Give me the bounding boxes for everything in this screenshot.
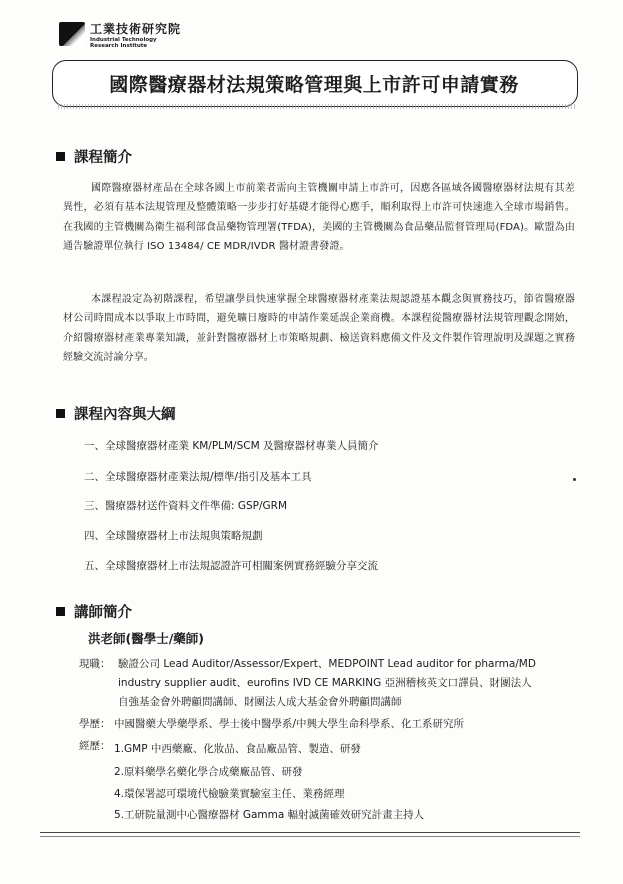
intro-heading <box>56 146 132 167</box>
experience-item-2: 2.原料藥學名藥化學合成藥廠品管、研發 <box>114 766 303 778</box>
outline-item-1: 一、全球醫療器材產業 KM/PLM/SCM 及醫療器材專業人員簡介 <box>84 440 379 452</box>
education-row <box>79 715 464 734</box>
education-label: 學歷： <box>79 718 111 730</box>
square-bullet-icon <box>56 607 65 616</box>
outline-item-2: 二、全球醫療器材產業法規/標準/指引及基本工具 <box>84 471 312 483</box>
square-bullet-icon <box>56 152 65 161</box>
intro-heading-text: 課程簡介 <box>74 150 132 166</box>
instructor-heading-text: 講師簡介 <box>74 605 132 621</box>
banner-shadow <box>58 104 576 109</box>
footer-divider <box>40 832 580 837</box>
org-name-en-line1: Industrial Technology <box>90 37 157 43</box>
org-name-cn: 工業技術研究院 <box>90 22 182 36</box>
square-bullet-icon <box>56 409 65 418</box>
outline-heading-text: 課程內容與大綱 <box>74 407 176 423</box>
experience-row <box>79 737 114 756</box>
experience-item-1: 1.GMP 中西藥廠、化妝品、食品廠品管、製造、研發 <box>114 743 361 755</box>
outline-item-3: 三、醫療器材送件資料文件準備: GSP/GRM <box>84 500 288 512</box>
current-line-2: industry supplier audit、eurofins IVD CE MARKING 亞洲稽核英文口譯員、財團法人 <box>118 677 532 689</box>
page-title: 國際醫療器材法規策略管理與上市許可申請實務 <box>109 74 519 96</box>
current-line-3: 自強基金會外聘顧問講師、財團法人成大基金會外聘顧問講師 <box>118 696 402 708</box>
instructor-name: 洪老師(醫學士/藥師) <box>88 631 204 646</box>
intro-paragraph-1: 國際醫療器材產品在全球各國上市前業者需向主管機關申請上市許可，因應各區域各國醫療器材法規有其差異性，必須有基本法規管理及整體策略一步步打好基礎才能得心應手，順利取得上市許可快速進入全球市場銷售。在我國的主管機關為衛生福利部食品藥物管理署(TFDA)，美國的主管機關為食品藥品監督管理局(FDA)。歐盟為由通告驗證單位執行 ISO 13484/ CE MDR/IVDR 醫材證書發證。 <box>63 183 575 253</box>
current-label: 現職： <box>79 658 111 670</box>
experience-label: 經歷： <box>79 740 111 752</box>
instructor-heading <box>56 601 132 622</box>
outline-heading <box>56 403 176 424</box>
outline-item-4: 四、全球醫療器材上市法規與策略規劃 <box>84 530 263 542</box>
org-name-en-line2: Research Institute <box>90 43 148 49</box>
experience-item-4: 5.工研院量測中心醫療器材 Gamma 輻射滅菌確效研究計畫主持人 <box>114 809 425 821</box>
itri-logo-icon <box>59 22 85 46</box>
current-line-1: 驗證公司 Lead Auditor/Assessor/Expert、MEDPOINT Lead auditor for pharma/MD <box>118 658 536 670</box>
experience-item-3: 4.環保署認可環境代檢驗業實驗室主任、業務經理 <box>114 788 345 800</box>
org-name-en <box>90 37 170 49</box>
stray-dot <box>573 478 576 481</box>
intro-paragraph-2: 本課程設定為初階課程，希望讓學員快速掌握全球醫療器材產業法規認證基本觀念與實務技巧，節省醫療器材公司時間成本以爭取上市時間，避免曠日廢時的申請作業延誤企業商機。本課程從醫療器材法規管理觀念開始，介紹醫療器材產業專業知識，並針對醫療器材上市策略規劃、檢送資料應備文件及文件製作管理說明及課題之實務經驗交流討論分享。 <box>63 294 575 364</box>
current-row <box>79 655 114 674</box>
education-text: 中國醫藥大學藥學系、學士後中醫學系/中興大學生命科學系、化工系研究所 <box>114 718 465 730</box>
outline-item-5: 五、全球醫療器材上市法規認證許可相關案例實務經驗分享交流 <box>84 560 378 572</box>
